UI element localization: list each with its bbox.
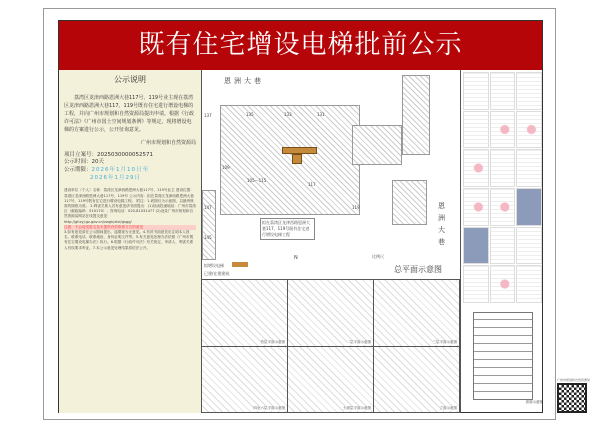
- drawing-caption: 立面示意图: [439, 406, 457, 410]
- site-plan: [202, 70, 460, 280]
- legend-existing: 已建/在建建筑: [204, 271, 230, 276]
- feedback-url[interactable]: http://ghzyj.gz.gov.cn/zwgk/ztzl/gsgg/: [64, 219, 132, 224]
- drawing-caption: 二层平面示意图: [346, 339, 371, 344]
- building-block: [392, 180, 427, 225]
- qr-caption: 广州市规划和自然资源局: [557, 378, 591, 382]
- document-thumbnail: [490, 188, 516, 226]
- drawing: [288, 280, 374, 347]
- drawing-caption: 三层平面示意图: [432, 339, 457, 344]
- drawing: [202, 280, 288, 347]
- drawing: [374, 347, 460, 414]
- project-callout: 拟在荔湾区龙津西路恩洲大巷117、119号既有住宅进行增设电梯工程: [260, 218, 315, 240]
- issuing-org: 广州市规划和自然资源局: [140, 139, 196, 146]
- period-value: 20天: [91, 159, 105, 166]
- new-elevator: [292, 154, 302, 164]
- photo-thumbnail: [516, 188, 542, 226]
- lot-label: 147: [204, 205, 212, 210]
- notice-description-panel: [59, 70, 202, 413]
- building-block: [352, 125, 402, 165]
- document-thumbnail: [463, 188, 489, 226]
- notice-dates: [64, 167, 196, 182]
- lot-label: 119: [352, 205, 360, 210]
- document-thumbnail: [516, 265, 542, 303]
- document-thumbnail: [490, 149, 516, 187]
- period-label: 公示时间：: [64, 159, 92, 166]
- building-block: [220, 105, 360, 215]
- drawing-caption: 天面层平面示意图: [343, 406, 371, 410]
- project-number-value: 2025030000052571: [97, 151, 154, 158]
- document-thumbnail: [490, 72, 516, 110]
- road-label-right: 恩洲大巷: [438, 202, 448, 246]
- lot-label: 131: [317, 112, 325, 117]
- notice-period: [64, 159, 196, 167]
- dates-label: 公示期限：: [64, 166, 92, 173]
- anonymous-warning: 注意：不会接受匿名及未提供有效联系方式的意见: [64, 225, 196, 230]
- drawing: [374, 280, 460, 347]
- document-thumbnail: [463, 265, 489, 303]
- floor-plan-drawings: [202, 280, 460, 413]
- photo-thumbnail: [463, 227, 489, 265]
- notice-more: 3.如有意见请在公示期间提出，逾期视为无意见。4.有效书面意见应注明本人姓名、联系电话、联系地址、身份证明文件等。5.有关意见处理办法依照《广州市既有住宅增设电梯办法》执行。6.根据《行政许可法》有关规定，申请人、利害关系人有权要求听证。7.本公示意见处理结果将依法公开。: [64, 229, 194, 250]
- notice-intro: 荔湾区龙津西路恩洲大巷117号、119号业主现在荔湾区龙津西路恩洲大巷117、119号既有住宅进行增设电梯的工程，并向广州市规划和自然资源局提出申请。根据《行政许可法》《广州市国土空间规划条例》等规定，现将增设电梯的方案进行公示，公开征询意见。: [64, 94, 195, 133]
- notice-board: [58, 20, 543, 413]
- building-block: [402, 75, 430, 155]
- qr-code[interactable]: [557, 378, 595, 420]
- document-thumbnail: [516, 149, 542, 187]
- road-label-top: 恩洲大巷: [224, 77, 264, 85]
- qr-code-image: [557, 383, 587, 413]
- new-elevator: [282, 147, 317, 154]
- document-thumbnail: [490, 227, 516, 265]
- date-start: 2026年1月10日至: [91, 166, 150, 173]
- document-thumbnail: [490, 265, 516, 303]
- drawing-caption: 四至六层平面示意图: [253, 406, 285, 410]
- document-thumbnail: [463, 149, 489, 187]
- lot-label: 117: [308, 182, 316, 187]
- lot-label: 105～115: [247, 178, 267, 183]
- site-plan-title: 总平面示意图: [394, 265, 442, 274]
- lot-label: 135: [246, 112, 254, 117]
- lot-label: 137: [204, 113, 212, 118]
- lot-label: 145: [204, 235, 212, 240]
- document-thumbnail: [490, 111, 516, 149]
- project-number-label: 项目立案号：: [64, 151, 98, 158]
- drawing: [202, 347, 288, 414]
- scale-bar: 比例尺: [372, 254, 384, 259]
- supporting-documents: [460, 70, 544, 413]
- document-thumbnail: [516, 72, 542, 110]
- section-diagram: [473, 312, 533, 400]
- document-thumbnail: [516, 111, 542, 149]
- lot-label: 133: [284, 112, 292, 117]
- drawing-caption: 首层平面示意图: [260, 339, 285, 344]
- legend-new-swatch: [232, 262, 248, 267]
- notice-heading: 公示说明: [114, 75, 146, 84]
- north-arrow-icon: N: [294, 255, 298, 261]
- date-end: 2026年1月29日: [90, 174, 141, 181]
- section-drawing: [461, 310, 545, 413]
- legend-new: 拟增设电梯: [204, 263, 224, 268]
- drawing: [288, 347, 374, 414]
- building-block: [202, 190, 216, 260]
- section-caption: 剖面示意图: [525, 400, 543, 404]
- notice-title: 既有住宅增设电梯批前公示: [59, 21, 542, 70]
- document-thumbnail: [463, 111, 489, 149]
- document-thumbnail: [463, 72, 489, 110]
- lot-label: 109: [222, 165, 230, 170]
- notice-details: 建设单位（个人）名称：荔湾区龙津西路恩洲大巷117号、119号业主 建设位置：荔湾区龙津西路恩洲大巷117号、119号 公示内容：拟在荔湾区龙津西路恩洲大巷117号、119号既有住宅进行增设电梯工程。 附注：1.底图仅为示意图，以最终核准的图纸为准。 2.利害关系人若有意见请书面提出：(1)信函投递地址：广州市荔湾区（邮政编码：510170）；咨询电话：020-81031477 (2)登录广州市规划和自然资源局网站在线提交意见：: [64, 188, 196, 219]
- document-thumbnail: [516, 227, 542, 265]
